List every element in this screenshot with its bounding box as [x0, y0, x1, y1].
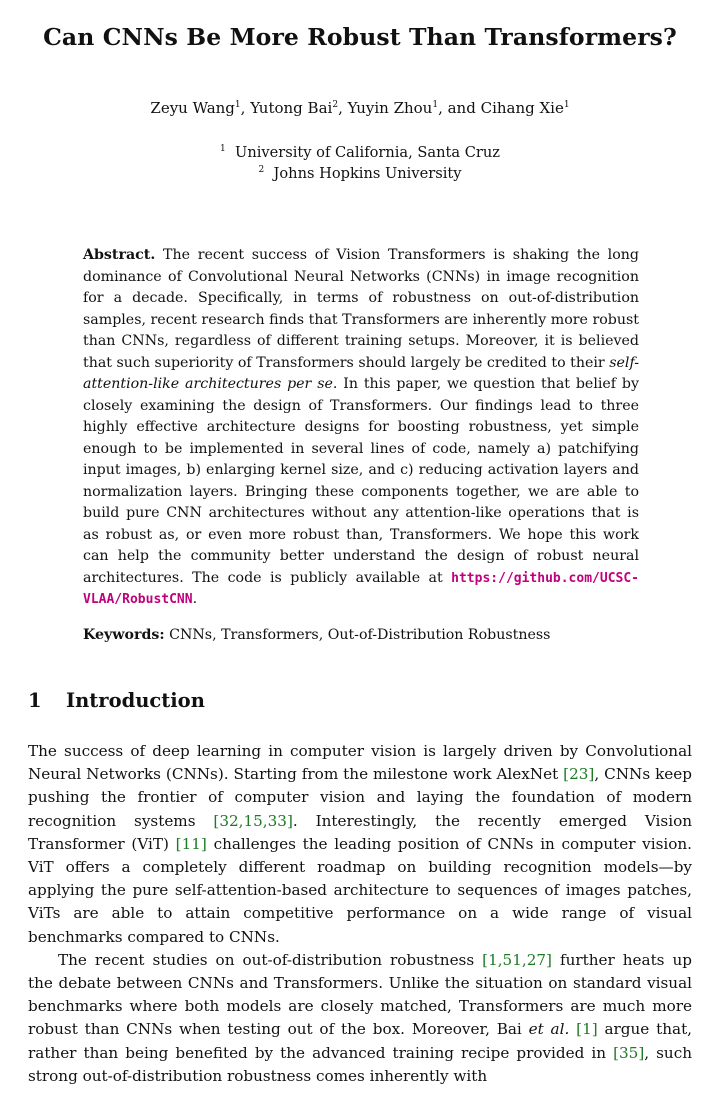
author: Yutong Bai$^2$: [250, 99, 339, 117]
body-text: [28, 740, 692, 1088]
keywords-text: CNNs, Transformers, Out-of-Distribution Robustness: [164, 627, 551, 643]
author-list: Zeyu Wang$^1$, Yutong Bai$^2$, Yuyin Zhou$^1$, and Cihang Xie$^1$: [150, 99, 570, 117]
abstract-label: Abstract.: [83, 247, 156, 263]
citation-link[interactable]: [11]: [175, 834, 207, 853]
author: Zeyu Wang$^1$: [150, 99, 241, 117]
keywords: [83, 627, 639, 643]
section-title: Introduction: [66, 689, 205, 712]
keywords-label: Keywords:: [83, 627, 165, 643]
paragraph: The recent studies on out-of-distribution robustness [1,51,27] further heats up the debate between CNNs and Transformers. Unlike the situation on standard visual benchmarks where both models are closely matched, Transformers are much more robust than CNNs when testing out of the box. Moreover, Bai et al. [1] argue that, rather than being benefited by the advanced training recipe provided in [35], such strong out-of-distribution robustness comes inherently with: [28, 950, 692, 1085]
affiliation: $^1$ University of California, Santa Cruz: [220, 144, 500, 161]
code-url-link[interactable]: https://github.com/UCSC-VLAA/RobustCNN: [83, 570, 639, 607]
author: Yuyin Zhou$^1$: [347, 99, 439, 117]
affiliation-list: [0, 142, 720, 184]
abstract: Abstract. The recent success of Vision Transformers is shaking the long dominance of Convolutional Neural Networks (CNNs) in image recognition for a decade. Specifically, in terms of robustness on out-of-distribution samples, recent research finds that Transformers are inherently more robust than CNNs, regardless of different training setups. Moreover, it is believed that such superiority of Transformers should largely be credited to their self-attention-like architectures per se. In this paper, we question that belief by closely examining the design of Transformers. Our findings lead to three highly effective architecture designs for boosting robustness, yet simple enough to be implemented in several lines of code, namely a) patchifying input images, b) enlarging kernel size, and c) reducing activation layers and normalization layers. Bringing these components together, we are able to build pure CNN architectures without any attention-like operations that is as robust as, or even more robust than, Transformers. We hope this work can help the community better understand the design of robust neural architectures. The code is publicly available at https://github.com/UCSC-VLAA/RobustCNN.: [83, 247, 640, 607]
author: Cihang Xie$^1$: [480, 99, 570, 117]
affiliation: $^2$ Johns Hopkins University: [258, 165, 462, 182]
abstract-emphasis: self-attention-like architectures per se: [83, 354, 639, 392]
section-number: 1: [28, 689, 42, 712]
citation-link[interactable]: [23]: [563, 765, 595, 784]
paper-title: Can CNNs Be More Robust Than Transformers?: [43, 23, 677, 51]
citation-link[interactable]: [32,15,33]: [213, 811, 293, 830]
citation-link[interactable]: [1]: [576, 1020, 598, 1039]
paragraph: The success of deep learning in computer vision is largely driven by Convolutional Neural Networks (CNNs). Starting from the milestone work AlexNet [23], CNNs keep pushing the frontier of computer vision and laying the foundation of modern recognition systems [32,15,33]. Interestingly, the recently emerged Vision Transformer (ViT) [11] challenges the leading position of CNNs in computer vision. ViT offers a completely different roadmap on building recognition models—by applying the pure self-attention-based architecture to sequences of images patches, ViTs are able to attain competitive performance on a wide range of visual benchmarks compared to CNNs.: [28, 742, 693, 946]
section-heading: [28, 689, 205, 712]
citation-link[interactable]: [1,51,27]: [482, 950, 552, 969]
citation-link[interactable]: [35]: [613, 1043, 645, 1062]
